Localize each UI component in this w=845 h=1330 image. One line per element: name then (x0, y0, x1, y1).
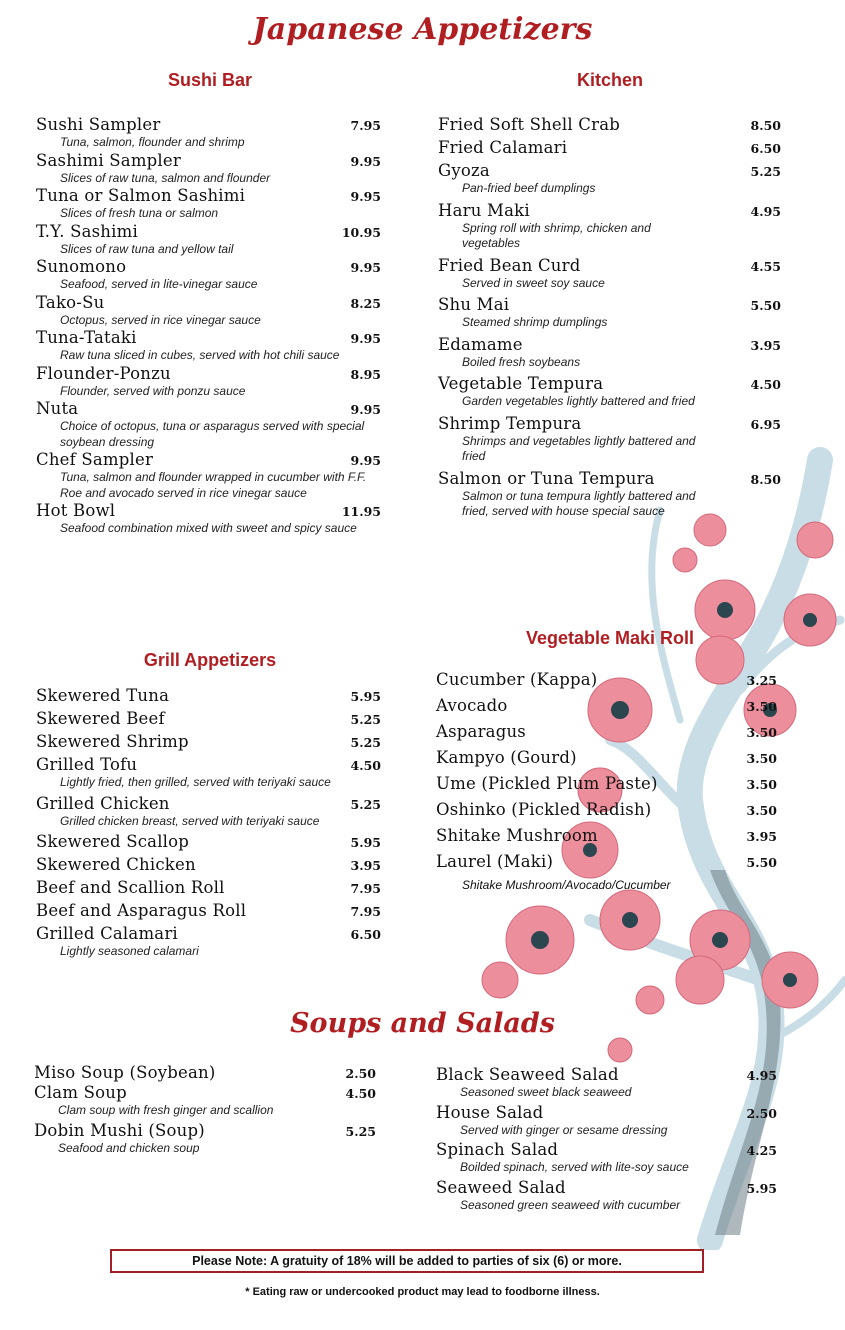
item-desc: Shrimps and vegetables lightly battered and fried (462, 433, 696, 463)
item-price: 2.50 (345, 1066, 376, 1081)
item-name: Vegetable Tempura (438, 374, 604, 393)
menu-item (36, 399, 381, 450)
menu-item (436, 826, 777, 846)
grill-appetizers-heading: Grill Appetizers (143, 650, 277, 670)
menu-item (438, 374, 781, 410)
item-name: Shitake Mushroom (436, 826, 598, 845)
item-name: Gyoza (438, 161, 490, 180)
item-desc: Served with ginger or sesame dressing (460, 1122, 668, 1137)
item-name: Ume (Pickled Plum Paste) (436, 774, 658, 793)
item-desc: Seafood combination mixed with sweet and spicy sauce (60, 521, 357, 535)
menu-item (436, 748, 777, 768)
item-price: 2.50 (746, 1105, 777, 1121)
menu-item (36, 222, 381, 258)
item-name: Skewered Beef (36, 709, 165, 728)
item-name: Sunomono (36, 257, 127, 276)
menu-item (36, 794, 381, 830)
menu-item (36, 257, 381, 293)
item-name: Flounder-Ponzu (36, 363, 171, 383)
menu-item (36, 364, 381, 400)
item-name: Seaweed Salad (436, 1177, 566, 1197)
item-price: 11.95 (341, 504, 381, 519)
item-price: 4.55 (750, 258, 781, 274)
item-name: Skewered Chicken (36, 855, 196, 874)
menu-item (436, 696, 777, 716)
item-price: 3.50 (746, 699, 777, 714)
sushi-bar-heading: Sushi Bar (167, 70, 253, 90)
item-price: 5.25 (350, 735, 381, 750)
menu-item (36, 901, 381, 921)
menu-item (436, 1178, 777, 1214)
salads-list (436, 1065, 777, 1213)
item-name: Salmon or Tuna Tempura (438, 468, 655, 488)
item-price: 4.50 (750, 377, 781, 392)
menu-item (36, 924, 381, 960)
item-price: 6.95 (750, 416, 781, 432)
menu-item (36, 832, 381, 852)
item-desc: Lightly seasoned calamari (60, 944, 199, 958)
menu-item (36, 151, 381, 187)
veg-maki-list (436, 670, 777, 892)
item-desc: Grilled chicken breast, served with teriyaki sauce (60, 813, 320, 828)
item-name: Kampyo (Gourd) (436, 748, 577, 767)
item-name: Skewered Tuna (36, 686, 170, 705)
item-price: 5.25 (750, 164, 781, 179)
item-desc: Slices of raw tuna and yellow tail (60, 241, 234, 256)
item-price: 8.95 (350, 366, 381, 382)
menu-item (436, 852, 777, 872)
item-name: Avocado (436, 696, 508, 715)
item-name: Grilled Chicken (36, 793, 170, 813)
item-desc: Seafood and chicken soup (58, 1140, 200, 1155)
item-name: Fried Bean Curd (438, 255, 581, 275)
menu-item (436, 1103, 777, 1139)
item-desc: Seafood, served in lite-vinegar sauce (60, 277, 258, 291)
item-name: Beef and Scallion Roll (36, 878, 225, 897)
item-price: 4.25 (746, 1143, 777, 1158)
item-name: Asparagus (436, 722, 526, 741)
item-desc: Clam soup with fresh ginger and scallion (58, 1103, 274, 1117)
item-price: 8.50 (750, 471, 781, 487)
item-price: 3.95 (350, 858, 381, 873)
menu-item (36, 501, 381, 537)
item-desc: Slices of raw tuna, salmon and flounder (60, 170, 271, 185)
item-price: 9.95 (350, 453, 381, 468)
item-price: 3.95 (750, 337, 781, 353)
item-price: 6.50 (750, 141, 781, 156)
menu-item (438, 161, 781, 197)
menu-item (438, 138, 781, 158)
item-desc: Raw tuna sliced in cubes, served with hot chili sauce (60, 348, 340, 362)
vegetable-maki-heading: Vegetable Maki Roll (525, 628, 695, 648)
menu-item (438, 469, 781, 520)
item-name: Tako-Su (36, 292, 105, 312)
menu-item (34, 1083, 376, 1119)
item-name: Skewered Scallop (36, 832, 190, 851)
menu-item (36, 878, 381, 898)
item-desc: Served in sweet soy sauce (462, 275, 605, 290)
menu-item (36, 328, 381, 364)
item-price: 8.25 (350, 295, 381, 311)
item-price: 4.50 (350, 758, 381, 773)
item-name: Tuna or Salmon Sashimi (36, 186, 246, 205)
item-price: 7.95 (350, 904, 381, 919)
item-price: 6.50 (350, 927, 381, 942)
item-name: Skewered Shrimp (36, 732, 189, 751)
item-desc: Tuna, salmon and flounder wrapped in cucumber with F.F. Roe and avocado served in rice vinegar sauce (60, 470, 367, 500)
gratuity-note: Please Note: A gratuity of 18% will be added to parties of six (6) or more. (110, 1249, 704, 1273)
item-price: 9.95 (350, 402, 381, 417)
menu-item (438, 201, 781, 252)
item-price: 4.95 (750, 203, 781, 219)
item-name: Laurel (Maki) (436, 852, 554, 871)
item-name: Haru Maki (438, 200, 530, 220)
menu-item (438, 414, 781, 465)
item-price: 8.50 (750, 118, 781, 133)
soups-list (34, 1063, 376, 1156)
item-price: 3.25 (746, 673, 777, 688)
item-name: Grilled Tofu (36, 755, 138, 774)
item-price: 4.50 (345, 1086, 376, 1101)
item-desc: Boilded spinach, served with lite-soy sauce (460, 1160, 689, 1174)
menu-item (34, 1063, 376, 1083)
item-price: 4.95 (746, 1068, 777, 1083)
menu-item (36, 686, 381, 706)
menu-item (436, 774, 777, 794)
item-price: 5.25 (350, 796, 381, 812)
item-price: 5.95 (350, 835, 381, 850)
item-desc: Spring roll with shrimp, chicken and vegetables (462, 220, 651, 250)
item-name: Beef and Asparagus Roll (36, 901, 247, 920)
item-name: Fried Soft Shell Crab (438, 115, 621, 134)
item-name: Shrimp Tempura (438, 413, 582, 433)
item-desc: Lightly fried, then grilled, served with teriyaki sauce (60, 775, 331, 789)
item-name: Dobin Mushi (Soup) (34, 1120, 205, 1140)
menu-item (36, 115, 381, 151)
item-desc: Pan-fried beef dumplings (462, 181, 596, 195)
item-desc: Seasoned sweet black seaweed (460, 1085, 632, 1099)
item-price: 5.25 (345, 1123, 376, 1139)
menu-item (36, 709, 381, 729)
menu-item (436, 670, 777, 690)
item-desc: Choice of octopus, tuna or asparagus served with special soybean dressing (60, 419, 365, 449)
menu-item (36, 186, 381, 222)
item-desc: Boiled fresh soybeans (462, 354, 581, 369)
menu-item (438, 295, 781, 331)
item-name: Spinach Salad (436, 1140, 559, 1159)
item-price: 9.95 (350, 153, 381, 169)
kitchen-heading: Kitchen (576, 70, 643, 90)
menu-item (34, 1121, 376, 1157)
item-name: Edamame (438, 334, 523, 354)
item-price: 5.95 (350, 689, 381, 704)
item-name: T.Y. Sashimi (36, 221, 138, 241)
item-name: Oshinko (Pickled Radish) (436, 800, 652, 819)
item-name: Grilled Calamari (36, 924, 178, 943)
item-desc: Garden vegetables lightly battered and fried (462, 394, 695, 408)
item-price: 9.95 (350, 331, 381, 346)
item-price: 9.95 (350, 189, 381, 204)
item-name: Hot Bowl (36, 501, 116, 520)
raw-food-warning: * Eating raw or undercooked product may lead to foodborne illness. (245, 1286, 600, 1298)
item-price: 3.50 (746, 777, 777, 792)
item-desc: Seasoned green seaweed with cucumber (460, 1197, 681, 1212)
item-price: 7.95 (350, 118, 381, 133)
menu-item (36, 855, 381, 875)
item-name: Shu Mai (438, 295, 510, 314)
item-name: Miso Soup (Soybean) (34, 1063, 216, 1082)
item-price: 5.50 (750, 298, 781, 313)
menu-item (436, 1140, 777, 1176)
menu-item (36, 293, 381, 329)
item-desc: Slices of fresh tuna or salmon (60, 206, 219, 220)
menu-item (36, 732, 381, 752)
menu-item (438, 335, 781, 371)
item-price: 5.25 (350, 712, 381, 727)
item-name: Nuta (36, 399, 79, 418)
item-name: Chef Sampler (36, 450, 154, 469)
item-name: Black Seaweed Salad (436, 1065, 619, 1084)
item-price: 3.50 (746, 751, 777, 766)
item-name: Fried Calamari (438, 138, 568, 157)
item-price: 9.95 (350, 260, 381, 275)
page-title: Japanese Appetizers (252, 12, 593, 47)
item-desc: Steamed shrimp dumplings (462, 315, 608, 329)
item-name: Sashimi Sampler (36, 150, 181, 170)
grill-list (36, 686, 381, 960)
item-desc: Octopus, served in rice vinegar sauce (60, 312, 261, 327)
sushi-bar-list (36, 115, 381, 537)
item-name: Cucumber (Kappa) (436, 670, 598, 689)
item-name: Clam Soup (34, 1083, 127, 1102)
item-price: 3.50 (746, 725, 777, 740)
item-price: 7.95 (350, 881, 381, 896)
item-price: 3.50 (746, 803, 777, 818)
item-price: 5.95 (746, 1180, 777, 1196)
item-price: 3.95 (746, 829, 777, 844)
menu-item (436, 722, 777, 742)
soups-salads-heading: Soups and Salads (290, 1008, 555, 1039)
item-desc: Salmon or tuna tempura lightly battered and fried, served with house special sauce (462, 488, 696, 518)
item-name: Sushi Sampler (36, 115, 161, 134)
menu-item (36, 450, 381, 501)
item-price: 10.95 (341, 224, 381, 240)
item-name: Tuna-Tataki (36, 328, 137, 347)
item-name: House Salad (436, 1102, 544, 1122)
item-desc: Tuna, salmon, flounder and shrimp (60, 135, 245, 149)
menu-item (438, 115, 781, 135)
item-desc: Flounder, served with ponzu sauce (60, 383, 246, 398)
menu-item (438, 256, 781, 292)
kitchen-list (438, 115, 781, 520)
laurel-maki-note: Shitake Mushroom/Avocado/Cucumber (462, 878, 671, 892)
menu-item (36, 755, 381, 791)
item-price: 5.50 (746, 855, 777, 870)
menu-item (436, 800, 777, 820)
menu-item (436, 1065, 777, 1101)
